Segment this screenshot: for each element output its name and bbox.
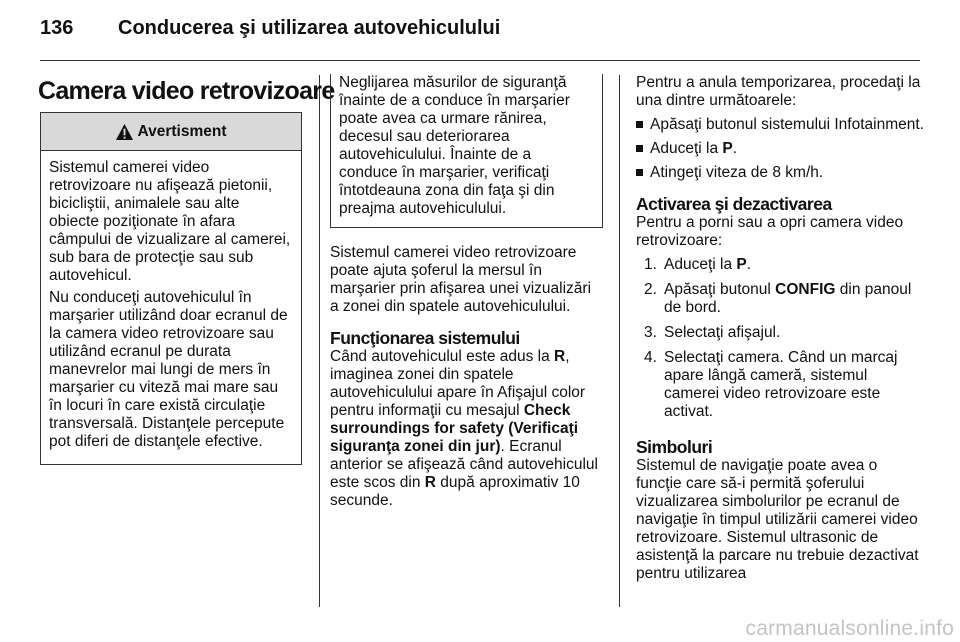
function-paragraph: Când autovehiculul este adus la R, imaginea zonei din spatele autovehiculului apare în Afişajul color pentru informaţii cu mesajul Check surroundings for safety (Verificaţi siguranţa zonei din jur). Ecranul anterior se afişează când autovehiculul este scos din R după aproximativ 10 secunde.	[330, 348, 598, 509]
activation-heading: Activarea şi dezactivarea	[636, 194, 832, 214]
cancel-intro: Pentru a anula temporizarea, procedaţi la una dintre următoarele:	[636, 74, 921, 109]
warning-paragraph: Sistemul camerei video retrovizoare nu afişează pietonii, bicicliştii, animalele sau alte obiecte poziţionate în afara câmpului de vizualizare al camerei, sub bara de protecţie sau sub autovehicul.	[49, 159, 291, 284]
chapter-title: Conducerea şi utilizarea autovehiculului	[118, 16, 501, 39]
column-3	[636, 74, 926, 583]
list-item: Apăsaţi butonul sistemului Infotainment.	[636, 116, 926, 134]
header-rule	[40, 60, 920, 61]
column-2	[330, 74, 602, 510]
warning-heading-text: Avertisment	[137, 122, 227, 140]
list-item: 3. Selectaţi afişajul.	[644, 324, 781, 341]
symbols-paragraph: Sistemul de navigaţie poate avea o funcţie care să-i permită şoferului vizualizarea simbolurilor pe ecranul de navigaţie în timpul utilizării camerei video retrovizoare. Sistemul ultrasonic de asistenţă la parcare nu trebuie dezactivat pentru utilizarea	[636, 457, 919, 582]
page-number: 136	[40, 16, 74, 39]
list-item: Aduceţi la P.	[636, 140, 926, 158]
column-divider	[319, 75, 320, 607]
cancel-options-list	[636, 116, 926, 182]
warning-triangle-icon	[115, 123, 134, 141]
symbols-heading: Simboluri	[636, 437, 713, 457]
activation-steps	[636, 256, 926, 421]
section-title: Camera video retrovizoare	[38, 77, 335, 105]
function-heading: Funcţionarea sistemului	[330, 328, 520, 348]
list-item: Atingeţi viteza de 8 km/h.	[636, 164, 926, 182]
warning-heading	[41, 112, 301, 151]
watermark: carmanualsonline.info	[745, 617, 954, 640]
activation-intro: Pentru a porni sau a opri camera video retrovizoare:	[636, 214, 904, 249]
column-divider	[619, 75, 620, 607]
page-header	[40, 8, 500, 48]
warning-paragraph: Nu conduceţi autovehiculul în marşarier utilizând doar ecranul de la camera video retrovizoare sau utilizând ecranul pe durata manevrelor mai lungi de mers în marşarier cu viteză mai mare sau în locuri în care există circulaţie transversală. Distanţele percepute pot diferi de distanţele efective.	[49, 289, 288, 450]
warning-box-continued	[330, 74, 603, 228]
warning-box	[40, 112, 302, 465]
intro-paragraph: Sistemul camerei video retrovizoare poate ajuta şoferul la mersul în marşarier prin afişarea unei vizualizări a zonei din spatele autovehiculului.	[330, 244, 592, 315]
list-item: 1. Aduceţi la P.	[644, 256, 752, 273]
warning-continued-text: Neglijarea măsurilor de siguranţă înainte de a conduce în marşarier poate avea ca urmare rănirea, decesul sau deteriorarea autovehiculului. Înainte de a conduce în marşarier, verificaţi întotdeauna zona din faţa şi din preajma autovehiculului.	[339, 74, 570, 217]
column-1	[38, 74, 335, 465]
list-item: 4. Selectaţi camera. Când un marcaj apare lângă cameră, sistemul camerei video retrovizoare este activat.	[644, 349, 898, 420]
list-item: 2. Apăsaţi butonul CONFIG din panoul de bord.	[644, 281, 912, 316]
